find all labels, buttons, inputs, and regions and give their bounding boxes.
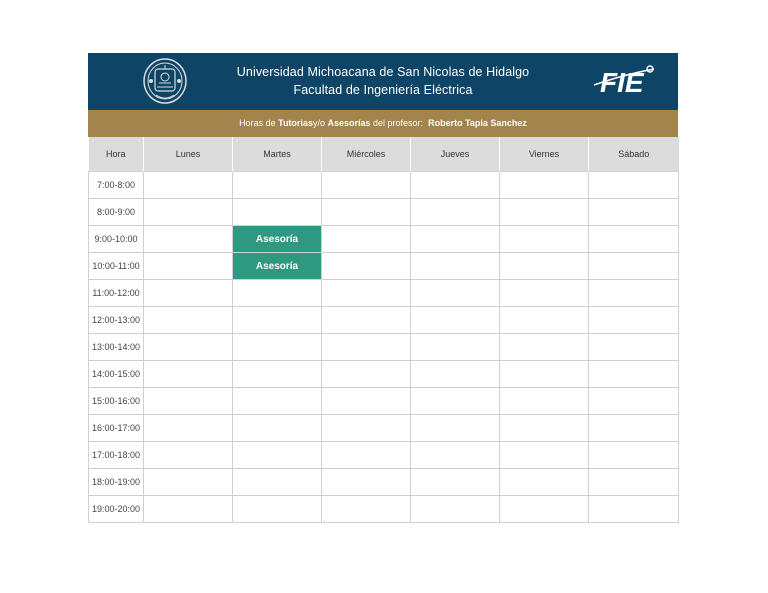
university-name: Universidad Michoacana de San Nicolas de Hidalgo [236,65,530,79]
table-body [89,172,679,523]
table-row [89,469,679,496]
schedule-cell [144,469,233,496]
schedule-cell [322,442,411,469]
schedule-cell [144,442,233,469]
schedule-cell [322,226,411,253]
schedule-cell [411,307,500,334]
hour-cell: 13:00-14:00 [89,334,144,361]
banner-connector: y/o [312,118,325,128]
hour-cell: 7:00-8:00 [89,172,144,199]
table-row [89,415,679,442]
schedule-cell [589,334,679,361]
schedule-cell [233,442,322,469]
column-header-day: Jueves [411,137,500,172]
hour-cell: 12:00-13:00 [89,307,144,334]
table-row [89,307,679,334]
schedule-cell [233,469,322,496]
schedule-cell [233,388,322,415]
table-row [89,388,679,415]
schedule-cell [589,199,679,226]
schedule-cell [411,280,500,307]
schedule-cell [233,307,322,334]
schedule-cell [322,307,411,334]
schedule-cell [500,415,589,442]
schedule-cell [589,361,679,388]
schedule-cell [500,226,589,253]
schedule-cell [322,361,411,388]
schedule-cell [500,496,589,523]
schedule-cell [144,388,233,415]
schedule-cell [411,334,500,361]
schedule-cell [589,388,679,415]
hour-cell: 16:00-17:00 [89,415,144,442]
hour-cell: 15:00-16:00 [89,388,144,415]
table-header-row [89,137,679,172]
hour-cell: 11:00-12:00 [89,280,144,307]
schedule-cell [322,388,411,415]
schedule-cell [500,307,589,334]
schedule-cell [322,496,411,523]
banner-suffix: del profesor: [373,118,424,128]
column-header-day: Sábado [589,137,679,172]
fie-logo [592,59,658,99]
column-header-day: Martes [233,137,322,172]
page-header [88,53,678,110]
banner-prefix: Horas de [239,118,276,128]
schedule-cell [500,253,589,280]
schedule-cell [411,172,500,199]
fie-logo-text: FIE [600,67,644,98]
schedule-cell [144,172,233,199]
schedule-cell [322,253,411,280]
schedule-cell [500,442,589,469]
hour-cell: 17:00-18:00 [89,442,144,469]
schedule-cell [322,415,411,442]
table-row [89,442,679,469]
schedule-cell [411,226,500,253]
schedule-cell [411,415,500,442]
hour-cell: 9:00-10:00 [89,226,144,253]
column-header-hora: Hora [89,137,144,172]
appointment-cell: Asesoría [233,253,322,280]
schedule-sheet [88,53,678,523]
table-row [89,361,679,388]
banner-tutorias: Tutorias [278,118,313,128]
schedule-cell [233,199,322,226]
faculty-name: Facultad de Ingeniería Eléctrica [293,83,473,97]
schedule-cell [589,469,679,496]
hour-cell: 19:00-20:00 [89,496,144,523]
schedule-cell [589,496,679,523]
table-row [89,199,679,226]
column-header-day: Lunes [144,137,233,172]
schedule-cell [144,496,233,523]
schedule-cell [144,415,233,442]
table-row [89,334,679,361]
schedule-cell [411,253,500,280]
schedule-cell [411,199,500,226]
schedule-cell [144,307,233,334]
schedule-table [88,137,679,523]
schedule-cell [589,280,679,307]
hour-cell: 8:00-9:00 [89,199,144,226]
schedule-cell [233,280,322,307]
schedule-cell [322,469,411,496]
schedule-cell [500,388,589,415]
schedule-cell [144,361,233,388]
schedule-cell [411,361,500,388]
schedule-cell [589,415,679,442]
schedule-cell [500,361,589,388]
table-row [89,253,679,280]
schedule-cell [233,172,322,199]
schedule-cell [144,334,233,361]
hour-cell: 10:00-11:00 [89,253,144,280]
schedule-cell [500,334,589,361]
schedule-cell [233,496,322,523]
table-row [89,226,679,253]
schedule-cell [144,199,233,226]
table-row [89,172,679,199]
schedule-cell [144,226,233,253]
banner-asesorias: Asesorías [327,118,371,128]
column-header-day: Miércoles [322,137,411,172]
schedule-cell [589,172,679,199]
schedule-cell [411,442,500,469]
schedule-cell [233,334,322,361]
schedule-cell [500,172,589,199]
schedule-cell [233,361,322,388]
schedule-cell [233,415,322,442]
schedule-cell [589,253,679,280]
schedule-cell [500,199,589,226]
appointment-cell: Asesoría [233,226,322,253]
schedule-cell [322,199,411,226]
table-row [89,280,679,307]
schedule-cell [144,280,233,307]
schedule-cell [589,442,679,469]
schedule-cell [500,469,589,496]
schedule-cell [322,334,411,361]
schedule-cell [322,172,411,199]
schedule-cell [322,280,411,307]
hour-cell: 18:00-19:00 [89,469,144,496]
professor-name: Roberto Tapia Sanchez [428,118,527,128]
schedule-cell [589,226,679,253]
schedule-cell [411,496,500,523]
professor-banner [88,110,678,137]
schedule-cell [500,280,589,307]
column-header-day: Viernes [500,137,589,172]
hour-cell: 14:00-15:00 [89,361,144,388]
schedule-cell [411,388,500,415]
schedule-cell [144,253,233,280]
schedule-cell [411,469,500,496]
table-row [89,496,679,523]
schedule-cell [589,307,679,334]
